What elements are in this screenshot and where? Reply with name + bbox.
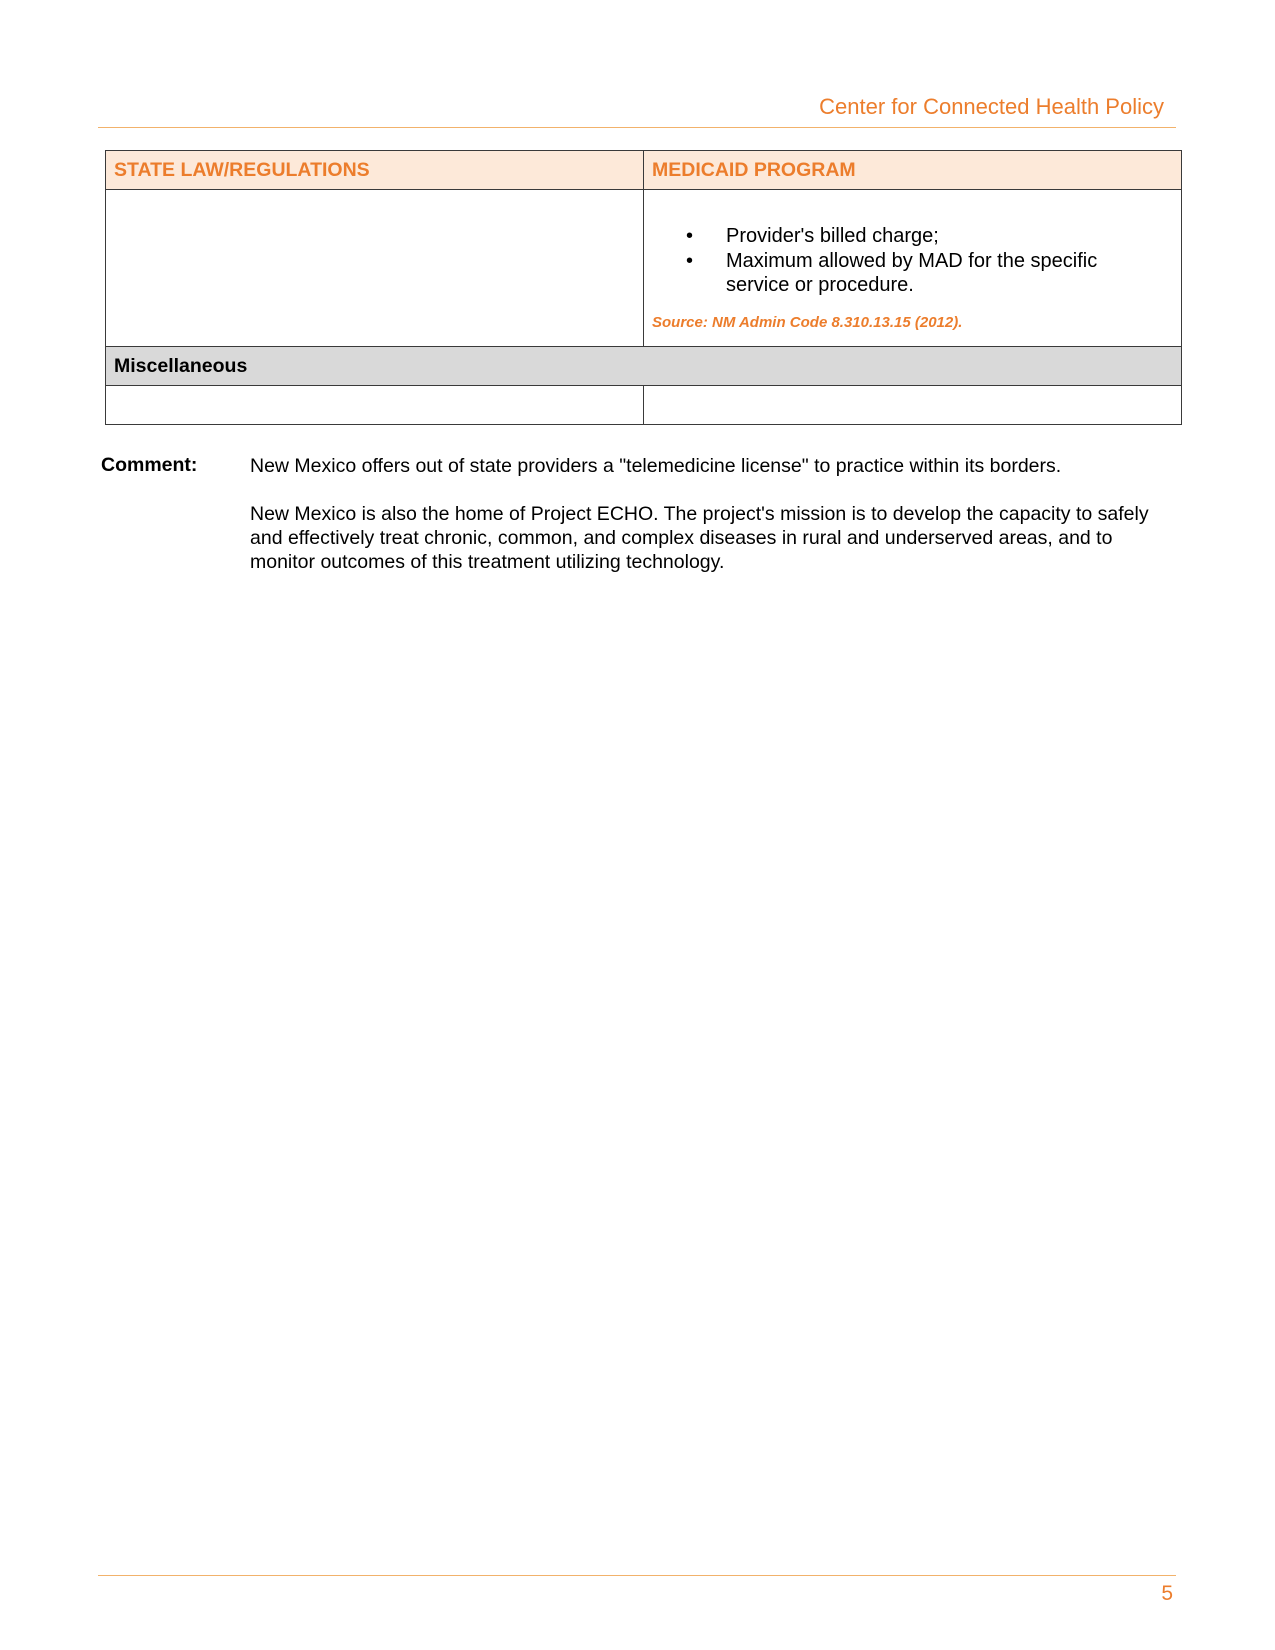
medicaid-cell: [644, 190, 1182, 347]
table-header-row: [106, 151, 1182, 190]
section-label-miscellaneous: Miscellaneous: [106, 347, 1182, 386]
header-divider: [98, 127, 1176, 128]
bullet-icon: •: [686, 225, 694, 247]
page-number: 5: [1161, 1582, 1173, 1605]
comment-paragraph: New Mexico is also the home of Project ECHO. The project's mission is to develop the capacity to safely and effectively treat chronic, common, and complex diseases in rural and underserved areas, and to monitor outcomes of this treatment utilizing technology.: [250, 503, 1149, 573]
header-title: Center for Connected Health Policy: [819, 94, 1164, 119]
medicaid-bullet-list: [644, 224, 1181, 298]
comment-label: Comment:: [101, 454, 198, 476]
bullet-text: Maximum allowed by MAD for the specific service or procedure.: [726, 249, 1098, 296]
table-row: [106, 190, 1182, 347]
policy-table: [105, 150, 1182, 425]
state-law-header: STATE LAW/REGULATIONS: [106, 151, 644, 190]
bullet-text: Provider's billed charge;: [726, 225, 939, 247]
section-row: [106, 347, 1182, 386]
medicaid-cell: [644, 386, 1182, 425]
source-citation: Source: NM Admin Code 8.310.13.15 (2012).: [652, 313, 963, 331]
list-item: [686, 249, 1181, 298]
bullet-icon: •: [686, 249, 694, 272]
table-row: [106, 386, 1182, 425]
comment-paragraph: New Mexico offers out of state providers a "telemedicine license" to practice within its borders.: [250, 455, 1062, 477]
state-law-cell: [106, 190, 644, 347]
state-law-cell: [106, 386, 644, 425]
footer-divider: [98, 1575, 1176, 1576]
list-item: [686, 224, 1181, 249]
medicaid-header: MEDICAID PROGRAM: [644, 151, 1182, 190]
comment-body: [250, 454, 1180, 598]
